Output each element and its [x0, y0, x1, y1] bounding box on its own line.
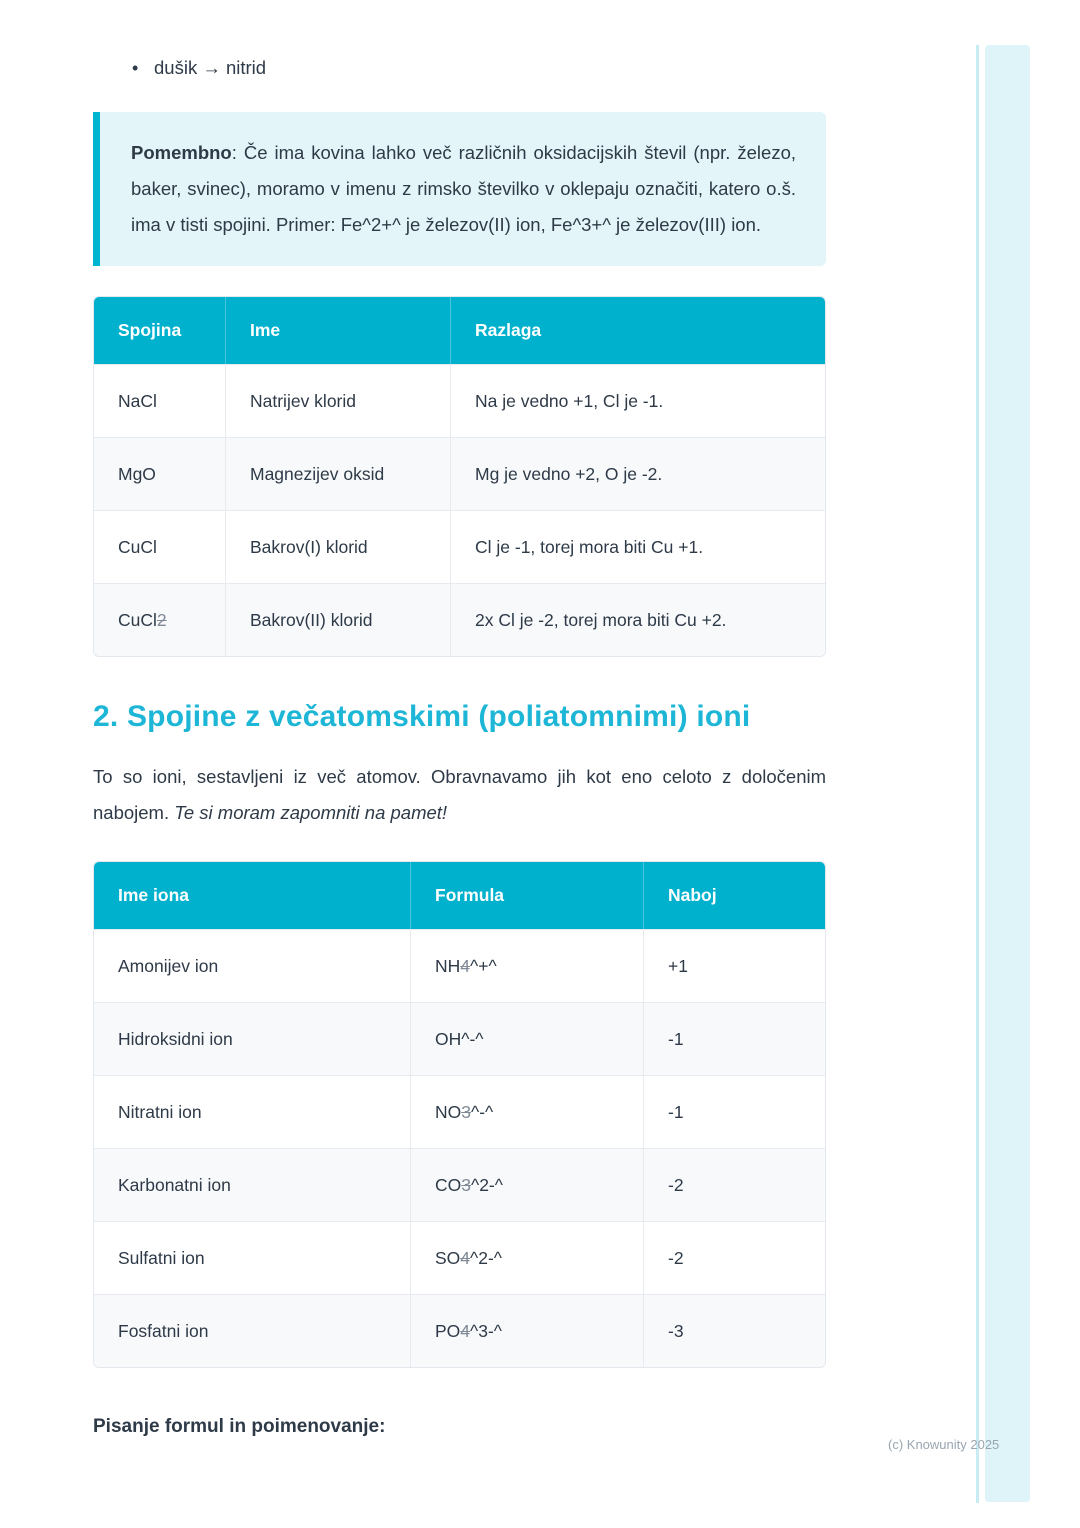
intro-paragraph: [93, 759, 826, 831]
intro-paragraph-text: To so ioni, sestavljeni iz več atomov. Obravnavamo jih kot eno celoto z določenim nabojem.: [93, 766, 826, 823]
table-row: [94, 510, 825, 583]
cell-spojina: [94, 511, 226, 583]
cell-ime-iona: Sulfatni ion: [94, 1222, 411, 1294]
compound-text: CuCl: [118, 537, 157, 557]
formula-subscript: 4: [460, 1248, 471, 1268]
ion-table: [93, 861, 826, 1368]
document-content: [93, 0, 826, 1438]
cell-spojina: [94, 438, 226, 510]
cell-naboj: -1: [668, 1029, 684, 1049]
header-cell-spojina: Spojina: [94, 297, 226, 364]
header-cell-ime: Ime: [226, 297, 451, 364]
formula-text: NO: [435, 1102, 462, 1122]
intro-paragraph-italic: Te si moram zapomniti na pamet!: [174, 802, 448, 823]
cell-formula: [411, 930, 644, 1002]
cell-naboj: -2: [668, 1248, 684, 1268]
formula-charge: ^2-^: [470, 1248, 503, 1268]
compound-text: MgO: [118, 464, 156, 484]
bullet-list-item: [93, 56, 826, 80]
table-row: [94, 929, 825, 1002]
table-row: [94, 364, 825, 437]
cell-ime-iona: Karbonatni ion: [94, 1149, 411, 1221]
bullet-item-text: dušik → nitrid: [154, 57, 267, 78]
formula-text: PO: [435, 1321, 461, 1341]
cell-ime-iona: Hidroksidni ion: [94, 1003, 411, 1075]
cell-razlaga: Na je vedno +1, Cl je -1.: [475, 391, 664, 411]
cell-razlaga: 2x Cl je -2, torej mora biti Cu +2.: [475, 610, 727, 630]
footer-bold-line: Pisanje formul in poimenovanje:: [93, 1416, 386, 1437]
formula-text: NH: [435, 956, 461, 976]
cell-ime-iona: Amonijev ion: [94, 930, 411, 1002]
ion-table-header: [94, 862, 825, 929]
compound-table-header: [94, 297, 825, 364]
cell-naboj: -2: [668, 1175, 684, 1195]
cell-formula: [411, 1076, 644, 1148]
cell-formula: [411, 1222, 644, 1294]
bullet-marker: •: [132, 58, 139, 78]
cell-spojina: [94, 584, 226, 656]
cell-spojina: [94, 365, 226, 437]
compound-subscript: 2: [156, 610, 167, 630]
formula-text: CO: [435, 1175, 462, 1195]
compound-text: NaCl: [118, 391, 157, 411]
header-cell-razlaga: Razlaga: [475, 320, 542, 340]
formula-text: SO: [435, 1248, 461, 1268]
cell-formula: [411, 1295, 644, 1367]
table-row: [94, 437, 825, 510]
table-row: [94, 1075, 825, 1148]
cell-ime: Natrijev klorid: [226, 365, 451, 437]
cell-naboj: -3: [668, 1321, 684, 1341]
cell-naboj: -1: [668, 1102, 684, 1122]
cell-razlaga: Mg je vedno +2, O je -2.: [475, 464, 663, 484]
formula-subscript: 3: [461, 1175, 471, 1195]
cell-razlaga: Cl je -1, torej mora biti Cu +1.: [475, 537, 704, 557]
table-row: [94, 1148, 825, 1221]
table-row: [94, 1221, 825, 1294]
callout-body: : Če ima kovina lahko več različnih oksidacijskih števil (npr. železo, baker, svinec), moramo v imenu z rimsko številko v oklepaju označiti, katero o.š. ima v tisti spojini. Primer: Fe^2+^ je železov(II) ion, Fe^3+^ je železov(III) ion.: [131, 142, 796, 235]
cell-ime-iona: Nitratni ion: [94, 1076, 411, 1148]
cell-formula: [411, 1003, 644, 1075]
section-heading: 2. Spojine z večatomskimi (poliatomnimi) ioni: [93, 700, 751, 733]
header-cell-ime-iona: Ime iona: [94, 862, 411, 929]
page-edge-line: [976, 45, 979, 1503]
formula-charge: ^2-^: [470, 1175, 503, 1195]
table-row: [94, 1002, 825, 1075]
watermark: (c) Knowunity 2025: [888, 1437, 1000, 1452]
cell-formula: [411, 1149, 644, 1221]
important-callout: [93, 112, 826, 266]
table-row: [94, 583, 825, 656]
formula-subscript: 4: [460, 1321, 471, 1341]
callout-label: Pomembno: [131, 142, 232, 163]
cell-ime: Magnezijev oksid: [226, 438, 451, 510]
cell-ime: Bakrov(II) klorid: [226, 584, 451, 656]
formula-charge: ^-^: [470, 1102, 494, 1122]
compound-table: [93, 296, 826, 657]
cell-ime-iona: Fosfatni ion: [94, 1295, 411, 1367]
formula-charge: ^3-^: [470, 1321, 503, 1341]
header-cell-naboj: Naboj: [668, 885, 717, 905]
header-cell-formula: Formula: [411, 862, 644, 929]
cell-ime: Bakrov(I) klorid: [226, 511, 451, 583]
page-side-strip: [985, 45, 1030, 1502]
compound-text: CuCl: [118, 610, 157, 630]
callout-text: [131, 135, 796, 243]
cell-naboj: +1: [668, 956, 688, 976]
formula-subscript: 3: [461, 1102, 471, 1122]
formula-text: OH: [435, 1029, 462, 1049]
formula-charge: ^-^: [461, 1029, 484, 1049]
table-row: [94, 1294, 825, 1367]
formula-subscript: 4: [460, 956, 471, 976]
formula-charge: ^+^: [470, 956, 497, 976]
